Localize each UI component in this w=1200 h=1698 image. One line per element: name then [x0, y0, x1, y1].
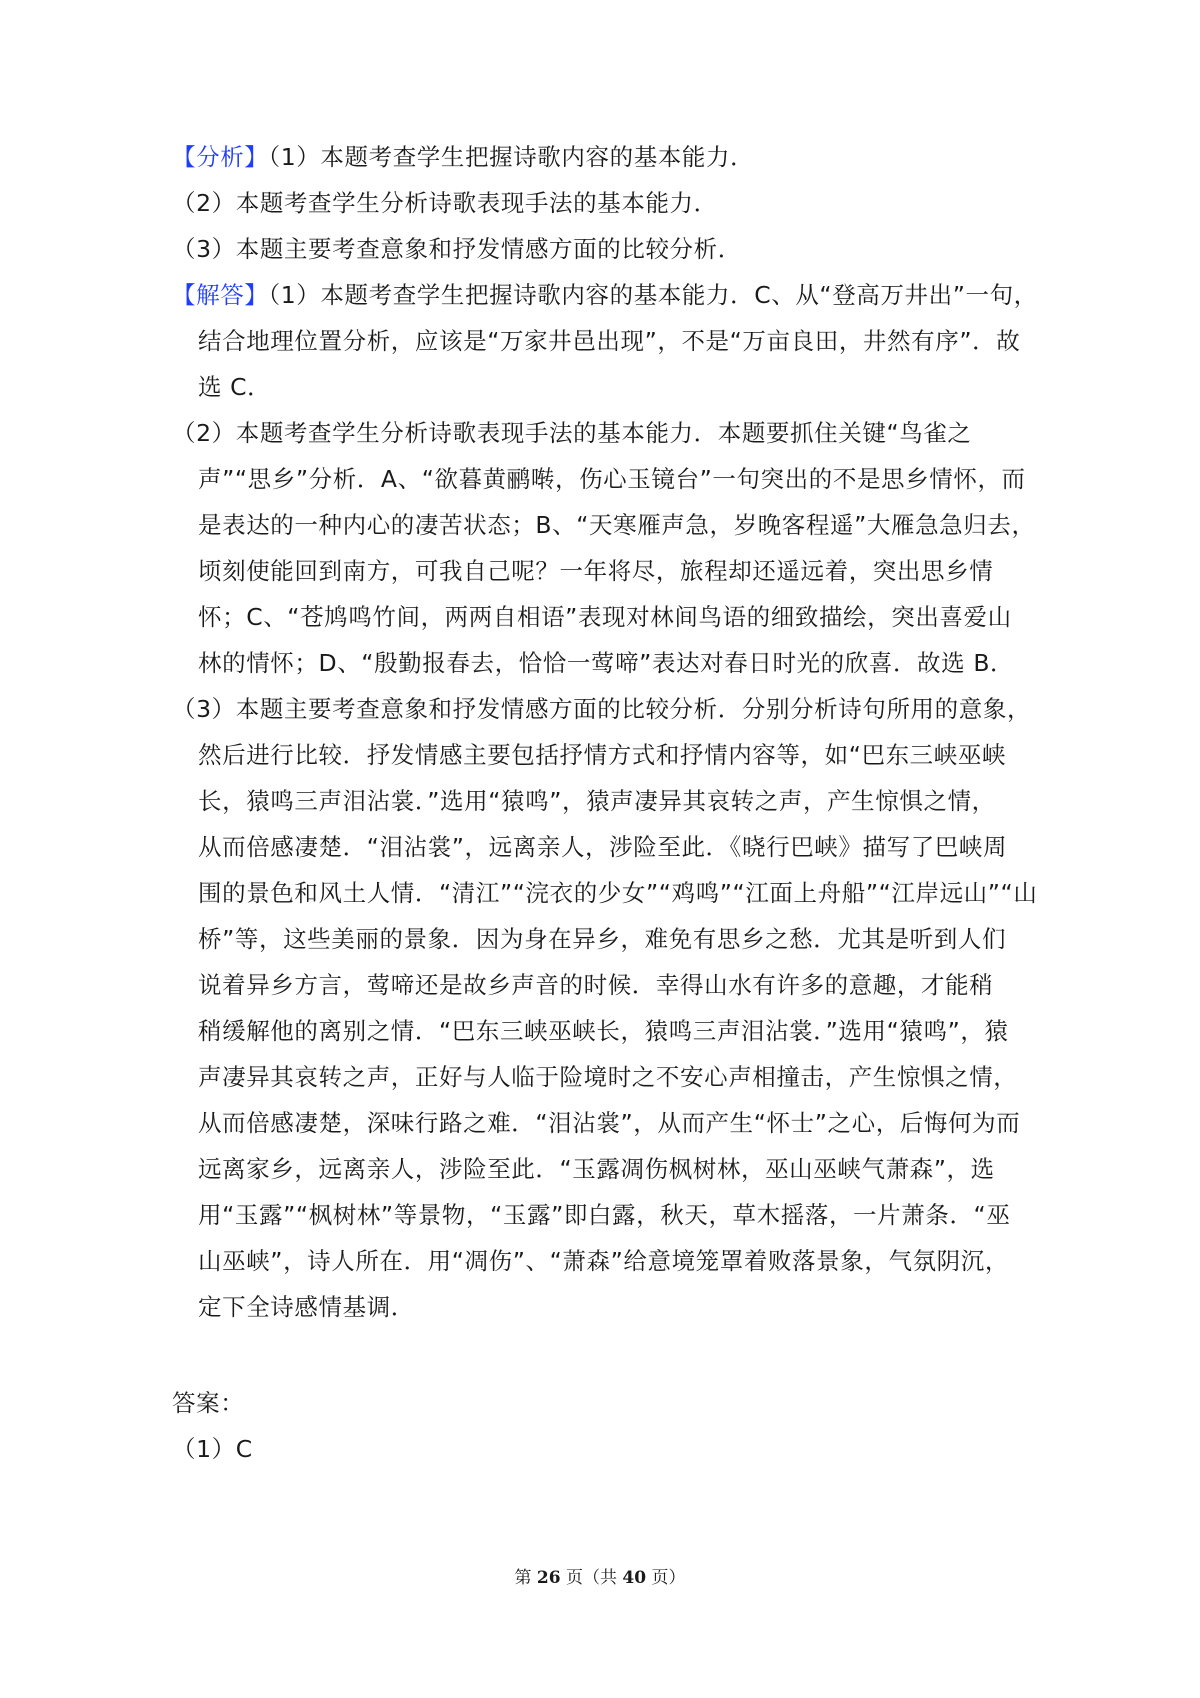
part3-line-14: 定下全诗感情基调．	[198, 1293, 415, 1321]
answer-line-2: 结合地理位置分析，应该是“万家井邑出现”，不是“万亩良田，井然有序”．故	[198, 327, 1021, 355]
answer-line-3: 选 C．	[198, 373, 272, 401]
answer-tag: 【解答】	[172, 281, 269, 309]
answer-text: （1）本题考查学生把握诗歌内容的基本能力．C、从“登高万井出”一句，	[268, 281, 1038, 309]
part3-line-7: 说着异乡方言，莺啼还是故乡声音的时候．幸得山水有许多的意趣，才能稍	[198, 971, 994, 999]
part3-line-9: 声凄异其哀转之声，正好与人临于险境时之不安心声相撞击，产生惊惧之情，	[198, 1063, 1018, 1091]
part3-line-12: 用“玉露”“枫树林”等景物，“玉露”即白露，秋天，草木摇落，一片萧条．“巫	[198, 1201, 1011, 1229]
part2-line-6: 林的情怀；D、“殷勤报春去，恰恰一莺啼”表达对春日时光的欣喜．故选 B．	[198, 649, 1015, 677]
footer-total-pages: 40	[622, 1568, 647, 1588]
part2-line-2: 声”“思乡”分析．A、“欲暮黄鹂啭，伤心玉镜台”一句突出的不是思乡情怀，而	[198, 465, 1026, 493]
footer-page-number: 26	[536, 1568, 561, 1588]
footer-prefix: 第	[514, 1568, 532, 1588]
part3-line-5: 围的景色和风土人情．“清江”“浣衣的少女”“鸡鸣”“江面上舟船”“江岸远山”“山	[198, 879, 1038, 907]
part2-line-3: 是表达的一种内心的凄苦状态；B、“天寒雁声急，岁晚客程遥”大雁急急归去，	[198, 511, 1036, 539]
final-answer-label: 答案：	[172, 1389, 245, 1417]
part3-line-8: 稍缓解他的离别之情．“巴东三峡巫峡长，猿鸣三声泪沾裳．”选用“猿鸣”，猿	[198, 1017, 1009, 1045]
part3-line-6: 桥”等，这些美丽的景象．因为身在异乡，难免有思乡之愁．尤其是听到人们	[198, 925, 1007, 953]
part3-line-1: （3）本题主要考查意象和抒发情感方面的比较分析．分别分析诗句所用的意象，	[172, 695, 1032, 723]
part3-line-11: 远离家乡，远离亲人，涉险至此．“玉露凋伤枫树林，巫山巫峡气萧森”，选	[198, 1155, 995, 1183]
analysis-line-3: （3）本题主要考查意象和抒发情感方面的比较分析．	[172, 235, 742, 263]
analysis-text: （1）本题考查学生把握诗歌内容的基本能力．	[268, 143, 755, 171]
answer-line-1	[172, 271, 1038, 319]
part2-line-5: 怀；C、“苍鸠鸣竹间，两两自相语”表现对林间鸟语的细致描绘，突出喜爱山	[198, 603, 1012, 631]
part3-line-2: 然后进行比较．抒发情感主要包括抒情方式和抒情内容等，如“巴东三峡巫峡	[198, 741, 1007, 769]
part2-line-4: 顷刻使能回到南方，可我自己呢？一年将尽，旅程却还遥远着，突出思乡情	[198, 557, 994, 585]
analysis-line-1	[172, 133, 754, 181]
part3-line-10: 从而倍感凄楚，深味行路之难．“泪沾裳”，从而产生“怀士”之心，后悔何为而	[198, 1109, 1021, 1137]
footer-suffix: 页）	[651, 1568, 686, 1588]
part3-line-13: 山巫峡”，诗人所在．用“凋伤”、“萧森”给意境笼罩着败落景象，气氛阴沉，	[198, 1247, 1009, 1275]
final-answer-item-1: （1）C	[172, 1435, 253, 1463]
analysis-tag: 【分析】	[172, 143, 269, 171]
analysis-line-2: （2）本题考查学生分析诗歌表现手法的基本能力．	[172, 189, 718, 217]
part2-line-1: （2）本题考查学生分析诗歌表现手法的基本能力．本题要抓住关键“鸟雀之	[172, 419, 972, 447]
page-footer	[0, 1563, 1200, 1588]
part3-line-4: 从而倍感凄楚．“泪沾裳”，远离亲人，涉险至此．《晓行巴峡》描写了巴峡周	[198, 833, 1008, 861]
footer-middle: 页（共	[566, 1568, 617, 1588]
part3-line-3: 长，猿鸣三声泪沾裳．”选用“猿鸣”，猿声凄异其哀转之声，产生惊惧之情，	[198, 787, 996, 815]
